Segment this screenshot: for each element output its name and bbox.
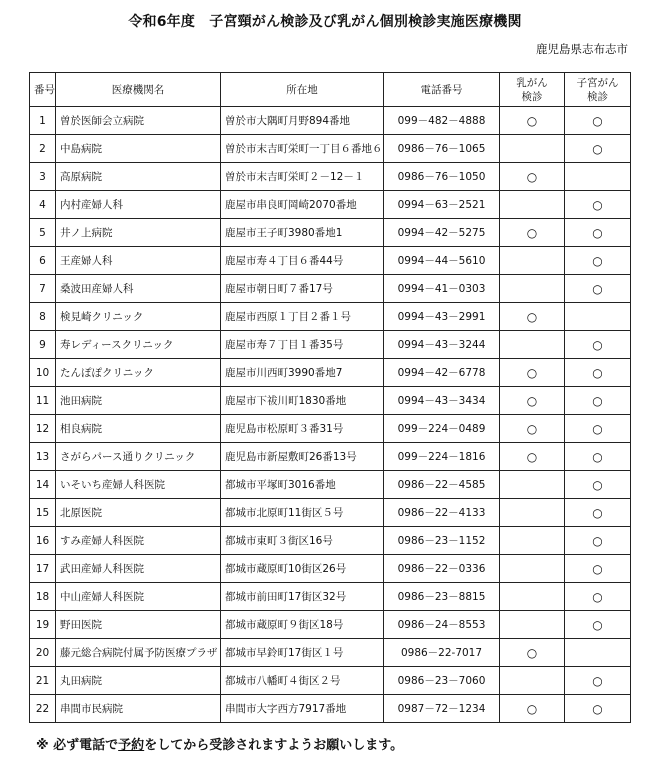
cell-breast: ○ — [500, 163, 565, 191]
cell-phone: 0986－24－8553 — [384, 611, 500, 639]
cell-no: 3 — [30, 163, 56, 191]
cell-no: 17 — [30, 555, 56, 583]
cell-name: 寿レディースクリニック — [56, 331, 221, 359]
cell-phone: 099－224－0489 — [384, 415, 500, 443]
cell-name: 内村産婦人科 — [56, 191, 221, 219]
cell-phone: 0986－76－1050 — [384, 163, 500, 191]
cell-cervical: ○ — [565, 471, 631, 499]
table-header-row — [30, 73, 631, 107]
header-address: 所在地 — [221, 73, 384, 107]
cell-no: 5 — [30, 219, 56, 247]
cell-phone: 0994－43－3434 — [384, 387, 500, 415]
cell-phone: 0986－23－1152 — [384, 527, 500, 555]
cell-address: 都城市蔵原町10街区26号 — [221, 555, 384, 583]
cell-phone: 0987－72－1234 — [384, 695, 500, 723]
reservation-note: ※ 必ず電話で予約をしてから受診されますようお願いします。 — [36, 738, 404, 753]
cell-cervical: ○ — [565, 611, 631, 639]
cell-breast — [500, 527, 565, 555]
cell-address: 曽於市末吉町栄町一丁目６番地６ — [221, 135, 384, 163]
cell-no: 1 — [30, 107, 56, 135]
cell-breast: ○ — [500, 303, 565, 331]
cell-address: 都城市東町３街区16号 — [221, 527, 384, 555]
table-row — [30, 471, 631, 499]
cell-phone: 0994－41－0303 — [384, 275, 500, 303]
cell-name: いそいち産婦人科医院 — [56, 471, 221, 499]
table-row — [30, 415, 631, 443]
cell-no: 13 — [30, 443, 56, 471]
cell-no: 19 — [30, 611, 56, 639]
cell-address: 鹿屋市寿７丁目１番35号 — [221, 331, 384, 359]
table-row — [30, 667, 631, 695]
city-name: 鹿児島県志布志市 — [536, 42, 628, 56]
cell-cervical: ○ — [565, 275, 631, 303]
cell-cervical: ○ — [565, 527, 631, 555]
cell-breast — [500, 667, 565, 695]
cell-name: さがらパース通りクリニック — [56, 443, 221, 471]
cell-breast: ○ — [500, 107, 565, 135]
cell-cervical — [565, 303, 631, 331]
cell-no: 16 — [30, 527, 56, 555]
cell-address: 都城市八幡町４街区２号 — [221, 667, 384, 695]
table-row — [30, 695, 631, 723]
cell-phone: 0994－43－3244 — [384, 331, 500, 359]
cell-name: 王産婦人科 — [56, 247, 221, 275]
cell-no: 15 — [30, 499, 56, 527]
cell-address: 曽於市大隅町月野894番地 — [221, 107, 384, 135]
cell-breast — [500, 499, 565, 527]
page-title: 令和6年度 子宮頸がん検診及び乳がん個別検診実施医療機関 — [128, 14, 522, 30]
header-phone: 電話番号 — [384, 73, 500, 107]
cell-phone: 0986－22－4585 — [384, 471, 500, 499]
table-row — [30, 303, 631, 331]
cell-cervical: ○ — [565, 107, 631, 135]
cell-name: 相良病院 — [56, 415, 221, 443]
cell-cervical: ○ — [565, 359, 631, 387]
cell-cervical: ○ — [565, 555, 631, 583]
table-row — [30, 247, 631, 275]
cell-breast: ○ — [500, 639, 565, 667]
cell-no: 18 — [30, 583, 56, 611]
header-breast-exam: 乳がん 検診 — [500, 73, 565, 107]
cell-breast: ○ — [500, 415, 565, 443]
cell-address: 鹿屋市朝日町７番17号 — [221, 275, 384, 303]
cell-name: 池田病院 — [56, 387, 221, 415]
cell-no: 4 — [30, 191, 56, 219]
cell-name: 井ノ上病院 — [56, 219, 221, 247]
cell-phone: 099－224－1816 — [384, 443, 500, 471]
table-row — [30, 219, 631, 247]
cell-address: 都城市平塚町3016番地 — [221, 471, 384, 499]
table-row — [30, 555, 631, 583]
cell-address: 都城市前田町17街区32号 — [221, 583, 384, 611]
medical-institutions-table — [29, 72, 631, 723]
cell-address: 曽於市末吉町栄町２－12－１ — [221, 163, 384, 191]
cell-address: 鹿屋市寿４丁目６番44号 — [221, 247, 384, 275]
cell-name: 藤元総合病院付属予防医療プラザ — [56, 639, 221, 667]
cell-cervical: ○ — [565, 387, 631, 415]
cell-name: すみ産婦人科医院 — [56, 527, 221, 555]
cell-breast: ○ — [500, 219, 565, 247]
table-row — [30, 387, 631, 415]
cell-cervical: ○ — [565, 135, 631, 163]
cell-name: 曽於医師会立病院 — [56, 107, 221, 135]
cell-breast — [500, 191, 565, 219]
cell-name: 武田産婦人科医院 — [56, 555, 221, 583]
cell-no: 10 — [30, 359, 56, 387]
cell-name: 丸田病院 — [56, 667, 221, 695]
cell-phone: 0994－44－5610 — [384, 247, 500, 275]
cell-no: 6 — [30, 247, 56, 275]
cell-breast — [500, 471, 565, 499]
table-body — [30, 107, 631, 723]
cell-cervical: ○ — [565, 695, 631, 723]
table-row — [30, 331, 631, 359]
cell-address: 鹿児島市新屋敷町26番13号 — [221, 443, 384, 471]
note-underlined: 予約 — [118, 738, 145, 753]
table-row — [30, 527, 631, 555]
cell-no: 14 — [30, 471, 56, 499]
cell-phone: 0986－22-7017 — [384, 639, 500, 667]
header-name: 医療機関名 — [56, 73, 221, 107]
cell-breast — [500, 611, 565, 639]
cell-name: 串間市民病院 — [56, 695, 221, 723]
cell-cervical: ○ — [565, 331, 631, 359]
cell-address: 都城市蔵原町９街区18号 — [221, 611, 384, 639]
cell-cervical: ○ — [565, 415, 631, 443]
cell-breast — [500, 275, 565, 303]
cell-name: 北原医院 — [56, 499, 221, 527]
cell-name: たんぽぽクリニック — [56, 359, 221, 387]
cell-address: 鹿屋市川西町3990番地7 — [221, 359, 384, 387]
cell-cervical: ○ — [565, 499, 631, 527]
table-row — [30, 275, 631, 303]
cell-name: 中山産婦人科医院 — [56, 583, 221, 611]
cell-breast — [500, 583, 565, 611]
cell-name: 中島病院 — [56, 135, 221, 163]
cell-breast — [500, 555, 565, 583]
cell-breast — [500, 331, 565, 359]
cell-no: 2 — [30, 135, 56, 163]
cell-no: 20 — [30, 639, 56, 667]
cell-name: 桑波田産婦人科 — [56, 275, 221, 303]
table-row — [30, 611, 631, 639]
cell-phone: 0994－42－5275 — [384, 219, 500, 247]
header-no: 番号 — [30, 73, 56, 107]
cell-phone: 0986－23－8815 — [384, 583, 500, 611]
cell-no: 12 — [30, 415, 56, 443]
cell-address: 串間市大字西方7917番地 — [221, 695, 384, 723]
cell-cervical: ○ — [565, 583, 631, 611]
table-row — [30, 639, 631, 667]
cell-no: 7 — [30, 275, 56, 303]
cell-cervical: ○ — [565, 667, 631, 695]
table-row — [30, 443, 631, 471]
cell-address: 鹿屋市西原１丁目２番１号 — [221, 303, 384, 331]
cell-cervical: ○ — [565, 247, 631, 275]
cell-breast: ○ — [500, 443, 565, 471]
cell-address: 鹿屋市王子町3980番地1 — [221, 219, 384, 247]
table-row — [30, 499, 631, 527]
cell-name: 検見崎クリニック — [56, 303, 221, 331]
cell-phone: 0994－43－2991 — [384, 303, 500, 331]
cell-no: 11 — [30, 387, 56, 415]
table-row — [30, 359, 631, 387]
cell-address: 都城市北原町11街区５号 — [221, 499, 384, 527]
cell-phone: 0986－22－4133 — [384, 499, 500, 527]
cell-phone: 0994－42－6778 — [384, 359, 500, 387]
cell-no: 22 — [30, 695, 56, 723]
cell-name: 高原病院 — [56, 163, 221, 191]
cell-address: 鹿屋市串良町岡崎2070番地 — [221, 191, 384, 219]
table-row — [30, 191, 631, 219]
table-row — [30, 583, 631, 611]
cell-phone: 0986－22－0336 — [384, 555, 500, 583]
cell-cervical: ○ — [565, 219, 631, 247]
cell-breast: ○ — [500, 695, 565, 723]
cell-name: 野田医院 — [56, 611, 221, 639]
cell-cervical — [565, 163, 631, 191]
header-cervical-exam: 子宮がん 検診 — [565, 73, 631, 107]
cell-breast: ○ — [500, 359, 565, 387]
cell-no: 8 — [30, 303, 56, 331]
table-row — [30, 163, 631, 191]
cell-address: 鹿児島市松原町３番31号 — [221, 415, 384, 443]
cell-cervical — [565, 639, 631, 667]
cell-cervical: ○ — [565, 443, 631, 471]
cell-phone: 0994－63－2521 — [384, 191, 500, 219]
cell-phone: 0986－76－1065 — [384, 135, 500, 163]
cell-breast — [500, 135, 565, 163]
cell-no: 9 — [30, 331, 56, 359]
cell-no: 21 — [30, 667, 56, 695]
cell-address: 鹿屋市下祓川町1830番地 — [221, 387, 384, 415]
table-row — [30, 135, 631, 163]
cell-cervical: ○ — [565, 191, 631, 219]
cell-address: 都城市早鈴町17街区１号 — [221, 639, 384, 667]
cell-breast — [500, 247, 565, 275]
cell-breast: ○ — [500, 387, 565, 415]
cell-phone: 0986－23－7060 — [384, 667, 500, 695]
table-row — [30, 107, 631, 135]
cell-phone: 099－482－4888 — [384, 107, 500, 135]
